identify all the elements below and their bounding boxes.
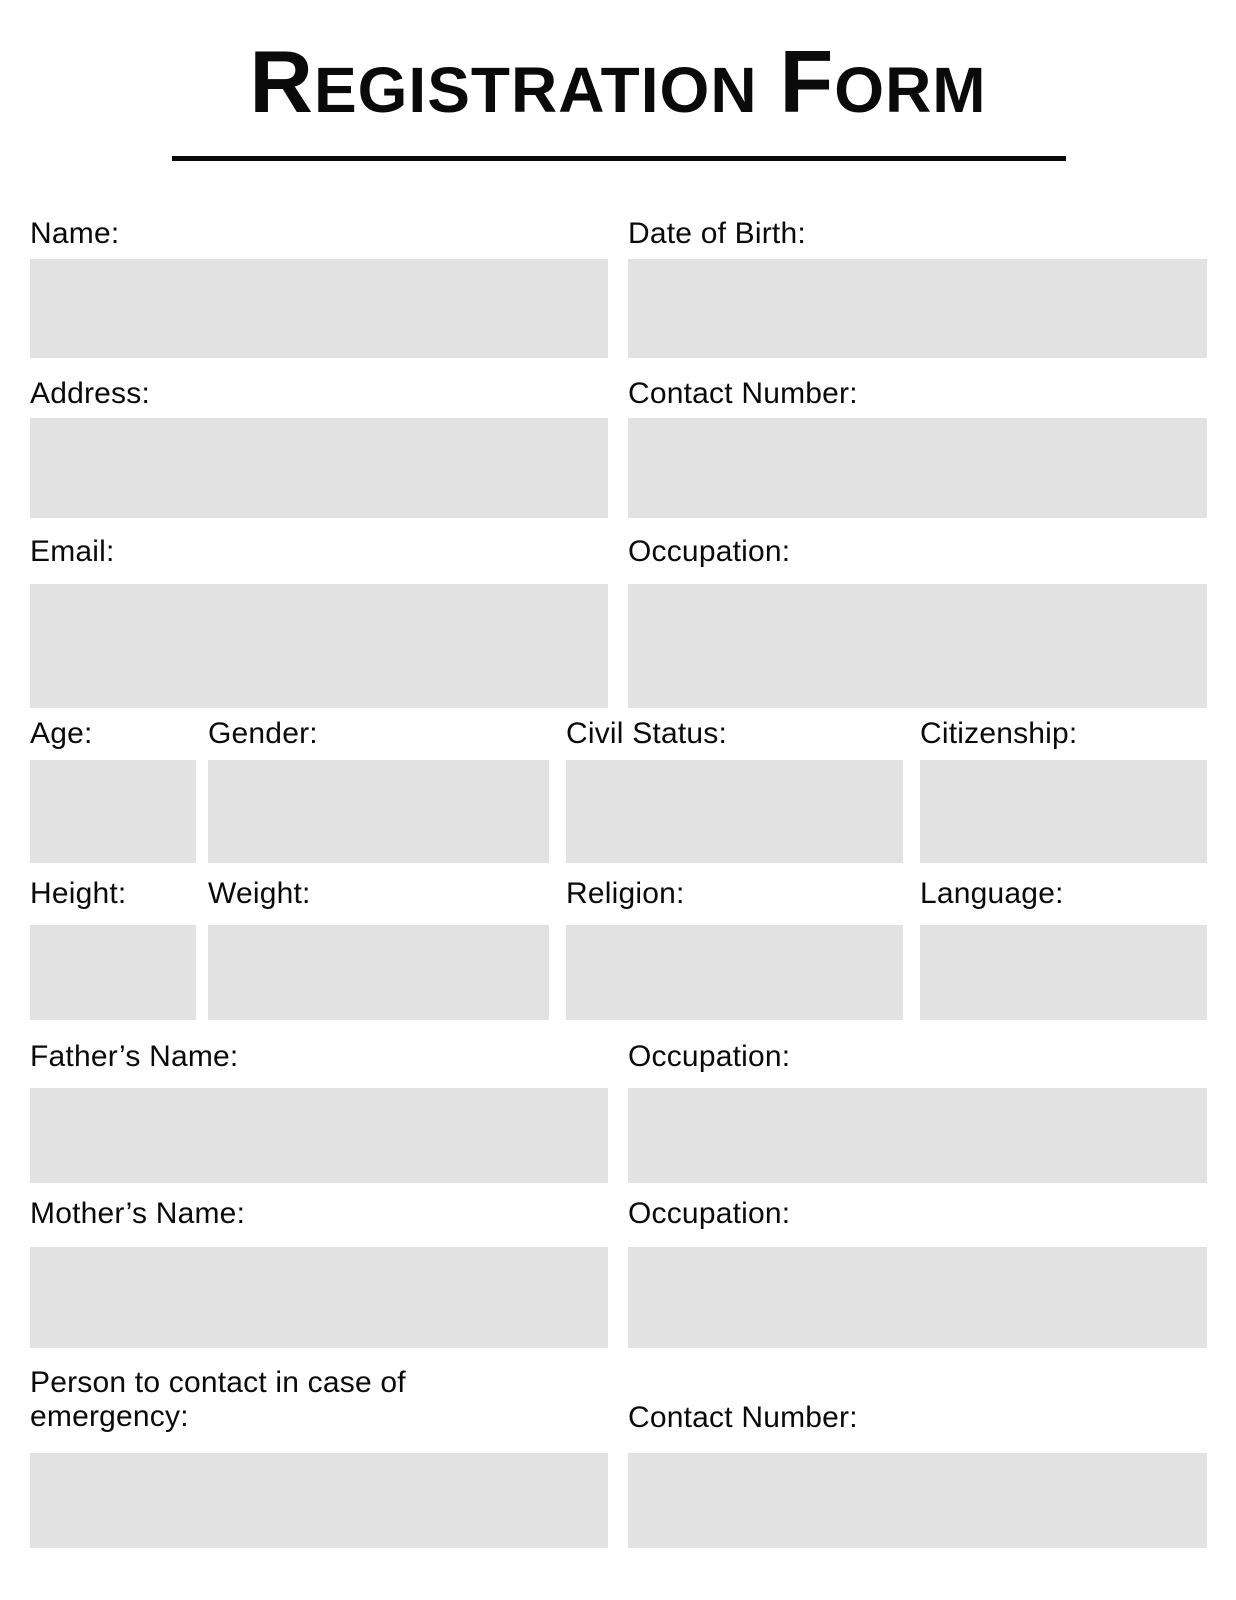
language-input[interactable]: [920, 925, 1207, 1020]
emergency-person-input[interactable]: [30, 1453, 608, 1548]
mothers-occupation-label: Occupation:: [628, 1197, 791, 1230]
mothers-occupation-input[interactable]: [628, 1247, 1207, 1348]
emergency-person-label: Person to contact in case of emergency:: [30, 1366, 406, 1433]
fathers-occupation-input[interactable]: [628, 1088, 1207, 1183]
title-underline: [172, 156, 1066, 161]
contact-number-input[interactable]: [628, 418, 1207, 518]
height-label: Height:: [30, 877, 127, 910]
date-of-birth-input[interactable]: [628, 259, 1207, 358]
weight-input[interactable]: [208, 925, 549, 1020]
age-input[interactable]: [30, 760, 196, 863]
emergency-contact-number-label: Contact Number:: [628, 1401, 858, 1434]
weight-label: Weight:: [208, 877, 311, 910]
citizenship-label: Citizenship:: [920, 717, 1078, 750]
title-initial-1: R: [249, 32, 314, 131]
title-rest-1: EGISTRATION: [313, 54, 758, 126]
religion-input[interactable]: [566, 925, 903, 1020]
fathers-occupation-label: Occupation:: [628, 1040, 791, 1073]
address-label: Address:: [30, 377, 150, 410]
mothers-name-input[interactable]: [30, 1247, 608, 1348]
page-title: [0, 32, 1236, 145]
name-label: Name:: [30, 217, 120, 250]
address-input[interactable]: [30, 418, 608, 518]
title-initial-2: F: [779, 32, 835, 131]
civil-status-input[interactable]: [566, 760, 903, 863]
occupation-label: Occupation:: [628, 535, 791, 568]
date-of-birth-label: Date of Birth:: [628, 217, 806, 250]
email-input[interactable]: [30, 584, 608, 708]
title-rest-2: ORM: [834, 54, 987, 126]
contact-number-label: Contact Number:: [628, 377, 858, 410]
age-label: Age:: [30, 717, 93, 750]
mothers-name-label: Mother’s Name:: [30, 1197, 246, 1230]
occupation-input[interactable]: [628, 584, 1207, 708]
citizenship-input[interactable]: [920, 760, 1207, 863]
gender-label: Gender:: [208, 717, 318, 750]
fathers-name-input[interactable]: [30, 1088, 608, 1183]
language-label: Language:: [920, 877, 1064, 910]
name-input[interactable]: [30, 259, 608, 358]
fathers-name-label: Father’s Name:: [30, 1040, 239, 1073]
emergency-contact-number-input[interactable]: [628, 1453, 1207, 1548]
civil-status-label: Civil Status:: [566, 717, 727, 750]
gender-input[interactable]: [208, 760, 549, 863]
email-label: Email:: [30, 535, 115, 568]
height-input[interactable]: [30, 925, 196, 1020]
religion-label: Religion:: [566, 877, 685, 910]
